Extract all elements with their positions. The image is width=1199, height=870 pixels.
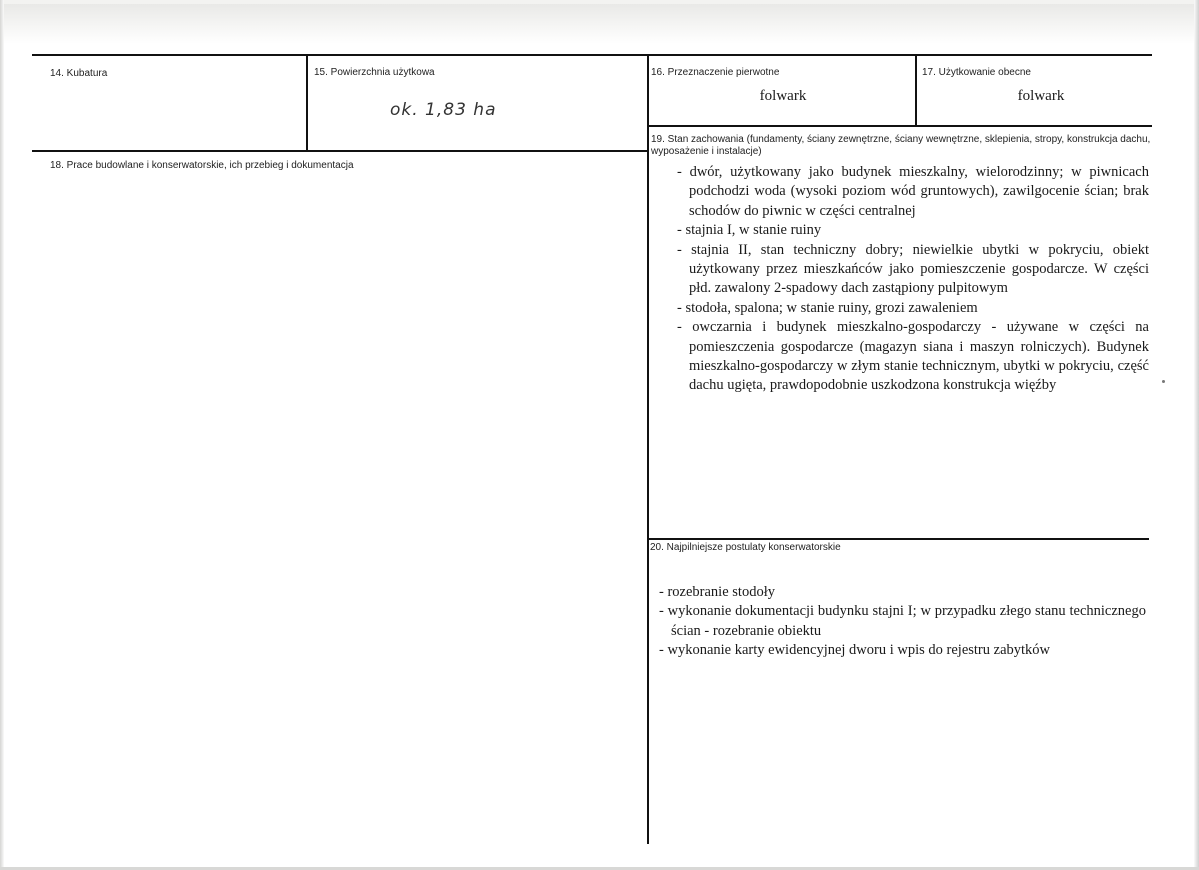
rule-divider-14-15	[306, 54, 308, 151]
list-item: - owczarnia i budynek mieszkalno-gospodarczy - używane w części na pomieszczenia gospodarcze (magazyn siana i maszyn rolniczych). Budynek mieszkalno-gospodarczy w złym stanie technicznym, ubytki w pokryciu, część dachu ugięta, prawdopodobnie uszkodzona konstrukcja więźby	[677, 318, 1149, 396]
rule-top	[32, 54, 1152, 56]
list-item: - stajnia I, w stanie ruiny	[677, 221, 1149, 240]
field-19-condition-list	[677, 163, 1149, 396]
rule-under-16-17	[647, 125, 1152, 127]
field-17-value: folwark	[1017, 88, 1065, 104]
field-14-label: 14. Kubatura	[50, 68, 108, 79]
rule-under-14-15	[32, 150, 648, 152]
list-item: - stajnia II, stan techniczny dobry; niewielkie ubytki w pokryciu, obiekt użytkowany przez mieszkańców jako pomieszczenie gospodarcze. W części płd. zawalony 2-spadowy dach zastąpiony pulpitowym	[677, 241, 1149, 299]
list-item: - rozebranie stodoły	[659, 583, 1146, 602]
scan-edge-left	[0, 0, 4, 870]
field-16-value: folwark	[759, 88, 807, 104]
field-19-label: 19. Stan zachowania (fundamenty, ściany zewnętrzne, ściany wewnętrzne, sklepienia, stropy, konstrukcja dachu, wyposażenie i instalacje)	[651, 134, 1151, 157]
list-item: - wykonanie karty ewidencyjnej dworu i wpis do rejestru zabytków	[659, 641, 1146, 660]
field-16-label: 16. Przeznaczenie pierwotne	[651, 67, 780, 78]
field-15-label: 15. Powierzchnia użytkowa	[314, 67, 435, 78]
scan-edge-right	[1194, 0, 1199, 870]
list-item: - dwór, użytkowany jako budynek mieszkalny, wielorodzinny; w piwnicach podchodzi woda (wysoki poziom wód gruntowych), zawilgocenie ścian; brak schodów do piwnic w części centralnej	[677, 163, 1149, 221]
field-15-value: ok. 1,83 ha	[390, 100, 497, 120]
scan-speck	[1162, 380, 1165, 383]
list-item: - wykonanie dokumentacji budynku stajni I; w przypadku złego stanu technicznego ścian - rozebranie obiektu	[659, 602, 1146, 641]
field-17-label: 17. Użytkowanie obecne	[922, 67, 1031, 78]
field-18-label: 18. Prace budowlane i konserwatorskie, ich przebieg i dokumentacja	[50, 160, 354, 171]
field-20-postulates-list	[659, 583, 1146, 661]
list-item: - stodoła, spalona; w stanie ruiny, grozi zawaleniem	[677, 299, 1149, 318]
field-20-label: 20. Najpilniejsze postulaty konserwatorskie	[650, 542, 841, 553]
rule-divider-main	[647, 54, 649, 844]
rule-above-20	[647, 538, 1149, 540]
scan-shade	[4, 4, 1194, 44]
